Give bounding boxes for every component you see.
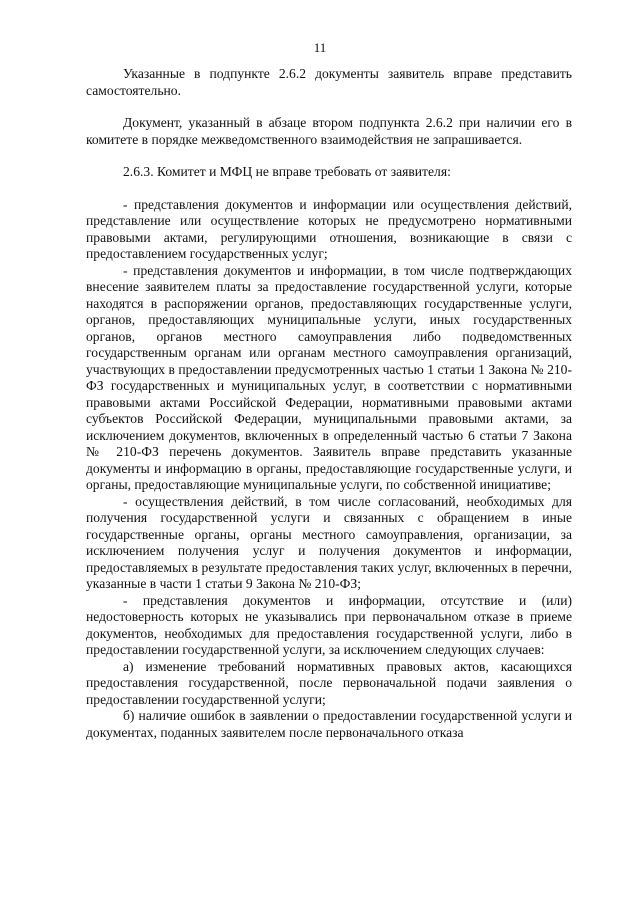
list-item: а) изменение требований нормативных правовых актов, касающихся предоставления государственной, после первоначальной подачи заявления о предоставлении государственной услуги; bbox=[86, 658, 572, 707]
page-number: 11 bbox=[313, 40, 327, 55]
list-item: - представления документов и информации или осуществления действий, представление или осуществление которых не предусмотрено нормативными правовыми актами, регулирующими отношения, возникающие в связи с предоставлением государственных услуг; bbox=[86, 196, 572, 261]
section-heading: 2.6.3. Комитет и МФЦ не вправе требовать от заявителя: bbox=[123, 164, 451, 179]
paragraph: Указанные в подпункте 2.6.2 документы заявитель вправе представить самостоятельно. bbox=[86, 66, 572, 98]
list-item: б) наличие ошибок в заявлении о предоставлении государственной услуги и документах, поданных заявителем после первоначального отказа bbox=[86, 708, 572, 740]
document-body bbox=[86, 66, 572, 741]
list-item: - представления документов и информации, отсутствие и (или) недостоверность которых не указывались при первоначальном отказе в приеме документов, необходимых для предоставления государственной услуги, либо в предоставлении государственной услуги, за исключением следующих случаев: bbox=[86, 592, 572, 657]
list-item: - осуществления действий, в том числе согласований, необходимых для получения государственной услуги и связанных с обращением в иные государственные органы, органы местного самоуправления, организации, за исключением получения услуг и получения документов и информации, предоставляемых в результате предоставления таких услуг, включенных в перечни, указанные в части 1 статьи 9 Закона № 210-ФЗ; bbox=[86, 493, 572, 591]
list-item: - представления документов и информации, в том числе подтверждающих внесение заявителем платы за предоставление государственной услуги, которые находятся в распоряжении органов, предоставляющих государственные услуги, органов, предоставляющих муниципальные услуги, иных государственных органов, органов местного самоуправления либо подведомственных государственным органам или органам местного самоуправления организаций, участвующих в предоставлении предусмотренных частью 1 статьи 1 Закона № 210-ФЗ государственных и муниципальных услуг, в соответствии с нормативными правовыми актами Российской Федерации, нормативными правовыми актами субъектов Российской Федерации, муниципальными правовыми актами, за исключением документов, включенных в определенный частью 6 статьи 7 Закона № 210-ФЗ перечень документов. Заявитель вправе представить указанные документы и информацию в органы, предоставляющие государственные услуги, и органы, предоставляющие муниципальные услуги, по собственной инициативе; bbox=[86, 262, 572, 492]
paragraph: Документ, указанный в абзаце втором подпункта 2.6.2 при наличии его в комитете в порядке межведомственного взаимодействия не запрашивается. bbox=[86, 115, 572, 147]
